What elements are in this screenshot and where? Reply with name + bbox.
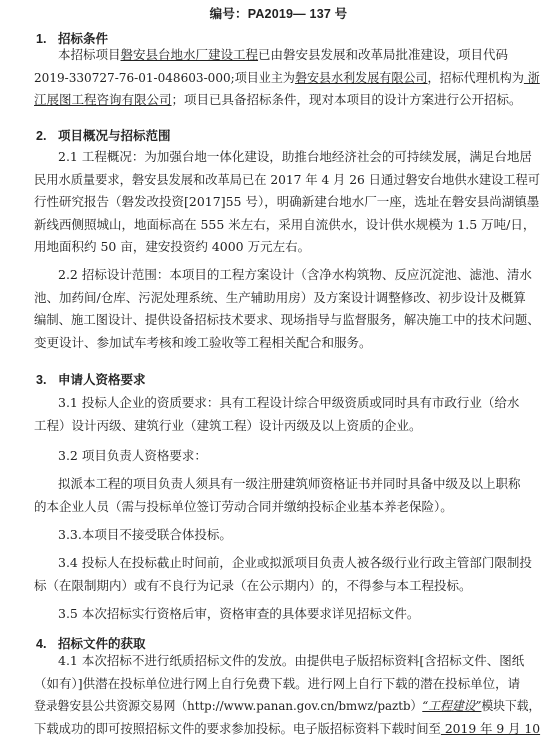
- text-line: 变更设计、参加试车考核和竣工验收等工程相关配合和服务。: [34, 334, 372, 350]
- text-line: [34, 44, 540, 67]
- agency-name-start: 浙: [523, 69, 540, 85]
- section-3-4-paragraph: [34, 552, 540, 597]
- agency-name: 江展图工程咨询有限公司: [34, 92, 172, 107]
- text-line: 标（在限制期内）或有不良行为记录（在公示期内）的，不得参与本工程投标。: [34, 577, 472, 593]
- section-number: 3.: [36, 373, 47, 387]
- section-title: 项目概况与招标范围: [58, 129, 171, 143]
- text-run: ；项目已具备招标条件，现对本项目的设计方案进行公开招标。: [171, 92, 522, 107]
- text-line: [34, 695, 541, 718]
- module-name: “工程建设”: [422, 698, 482, 713]
- text-line: 新线西侧照城山，地面标高在 555 米左右，采用自流供水，设计供水规模为 1.5 万吨/日，: [34, 216, 536, 232]
- text-line: 3.4 投标人在投标截止时间前，企业或拟派项目负责人被各级行业行政主管部门限制投: [58, 555, 532, 570]
- text-line: 3.1 投标人企业的资质要求：具有工程设计综合甲级资质或同时具有市政行业（给水: [58, 395, 520, 410]
- section-3-5-paragraph: [34, 603, 540, 626]
- text-line: 用地面积约 50 亩，建安投资约 4000 万元左右。: [34, 239, 311, 254]
- project-owner: 磐安县水利发展有限公司: [294, 69, 428, 85]
- section-number: 2.: [36, 129, 47, 143]
- section-3-1-paragraph: [34, 392, 540, 437]
- text-line: 民用水质量要求，磐安县发展和改革局已在 2017 年 4 月 26 日通过磐安台地供水建设工程可: [34, 171, 541, 187]
- section-title: 招标文件的获取: [58, 637, 146, 651]
- section-3-2-detail-paragraph: [34, 473, 540, 518]
- text-line: 工程）设计丙级、建筑行业（建筑工程）设计丙级及以上资质的企业。: [34, 417, 422, 433]
- section-3-3-paragraph: [34, 524, 540, 547]
- text-line: 4.1 本次招标不进行纸质招标文件的发放。由提供电子版招标资料[含招标文件、图纸: [58, 653, 525, 668]
- text-line: 拟派本工程的项目负责人须具有一级注册建筑师资格证书并同时具备中级及以上职称: [58, 476, 521, 491]
- text-line: [34, 89, 540, 112]
- section-3-2-paragraph: [34, 445, 540, 468]
- text-line: [34, 67, 540, 90]
- text-run: 下载成功的即可按照招标文件的要求参加投标。电子版招标资料下载时间至: [34, 720, 441, 736]
- text-line: 池、加药间/仓库、污泥处理系统、生产辅助用房）及方案设计调整修改、初步设计及概算: [34, 289, 526, 305]
- section-2-2-paragraph: [34, 264, 540, 354]
- text-line: 2.1 工程概况：为加强台地一体化建设，助推台地经济社会的可持续发展，满足台地居: [58, 149, 532, 164]
- project-name: 磐安县台地水厂建设工程: [120, 47, 259, 62]
- text-line: 3.5 本次招标实行资格后审，资格审查的具体要求详见招标文件。: [58, 606, 420, 621]
- section-title: 招标条件: [58, 32, 109, 46]
- section-number: 4.: [36, 637, 47, 651]
- section-2-1-paragraph: [34, 146, 540, 259]
- text-line: [34, 718, 541, 741]
- section-1-paragraph: [34, 44, 540, 112]
- section-3-heading: [36, 370, 146, 388]
- text-line: 编制、施工图设计、提供设备招标技术要求、现场指导与监督服务，解决施工中的技术问题、: [34, 312, 540, 327]
- download-deadline: 2019 年 9 月 10: [440, 720, 541, 736]
- document-number: 编号：PA2019— 137 号: [209, 7, 348, 21]
- text-run: ，招标代理机构为: [427, 69, 524, 85]
- section-number: 1.: [36, 32, 47, 46]
- text-line: 行性研究报告（磐发改投资[2017]55 号），明确新建台地水厂一座，选址在磐安县尚湖镇墨: [34, 194, 540, 209]
- text-run: 登录磐安县公共资源交易网（http://www.panan.gov.cn/bmwz/paztb）: [34, 698, 423, 713]
- text-line: 的本企业人员（需与投标单位签订劳动合同并缴纳投标企业基本养老保险）。: [34, 498, 453, 514]
- section-2-heading: [36, 126, 171, 144]
- text-run: 2019-330727-76-01-048603-000;项目业主为: [34, 69, 295, 85]
- text-line: 3.3.本项目不接受联合体投标。: [58, 527, 232, 542]
- section-title: 申请人资格要求: [58, 373, 146, 387]
- section-4-1-paragraph: [34, 650, 540, 740]
- text-line: 3.2 项目负责人资格要求：: [58, 448, 207, 463]
- text-line: 2.2 招标设计范围：本项目的工程方案设计（含净水构筑物、反应沉淀池、滤池、清水: [58, 267, 532, 282]
- text-run: 模块下载，: [481, 698, 541, 713]
- text-run: 本招标项目: [58, 47, 121, 62]
- text-line: （如有）]供潜在投标单位进行网上自行免费下载。进行网上自行下载的潜在投标单位，请: [34, 675, 521, 691]
- text-run: 已由磐安县发展和改革局批准建设，项目代码: [258, 47, 509, 62]
